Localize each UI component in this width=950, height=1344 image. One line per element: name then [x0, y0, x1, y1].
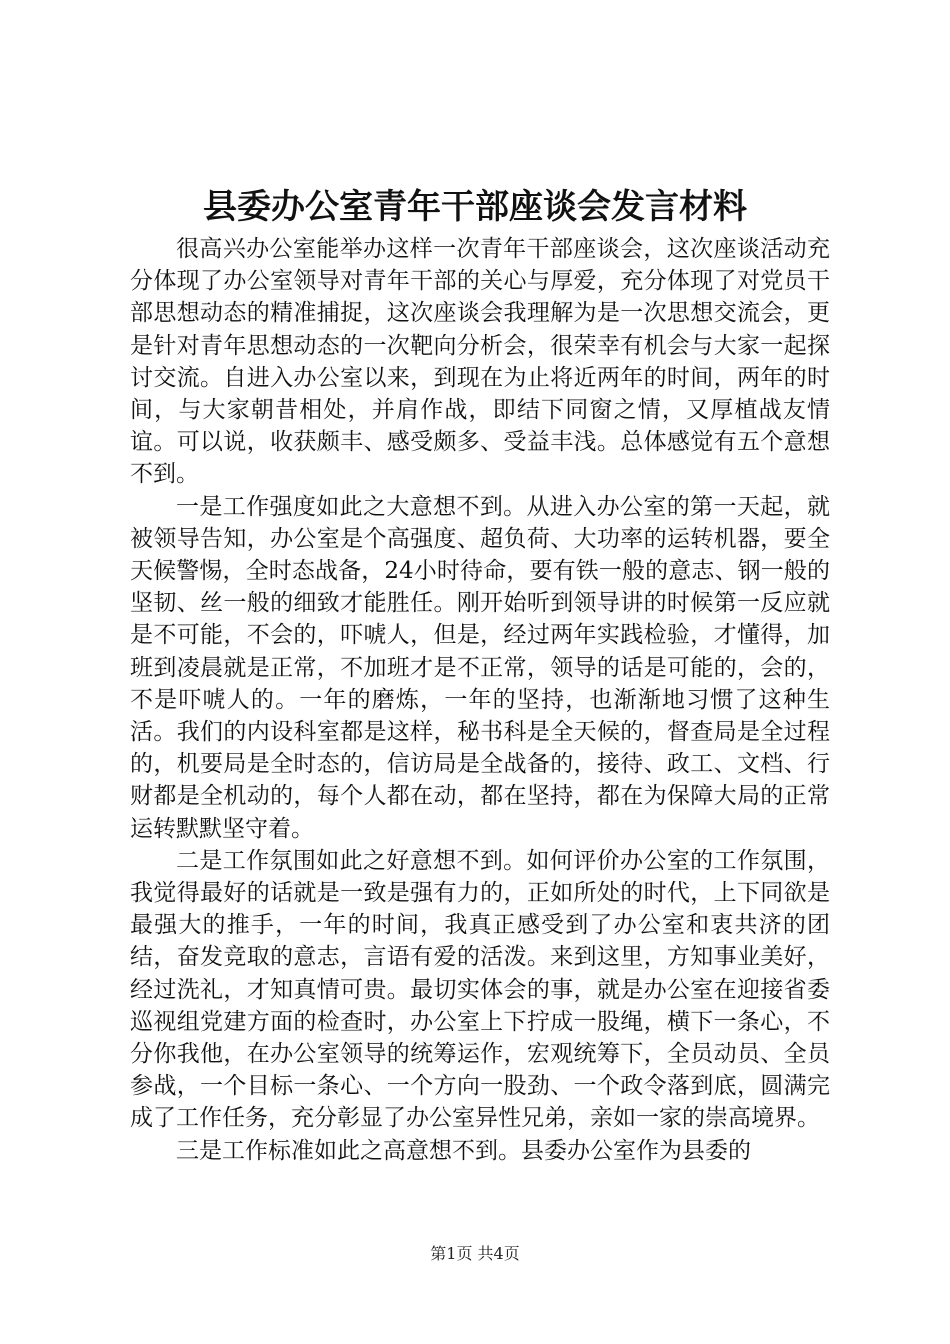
document-title: 县委办公室青年干部座谈会发言材料 — [203, 187, 747, 227]
page-footer — [0, 1243, 950, 1265]
document-body — [130, 233, 830, 1167]
page-number-label: 第1页 共4页 — [430, 1244, 520, 1263]
paragraph-intro: 很高兴办公室能举办这样一次青年干部座谈会，这次座谈活动充分体现了办公室领导对青年干部的关心与厚爱，充分体现了对党员干部思想动态的精准捕捉，这次座谈会我理解为是一次思想交流会，更是针对青年思想动态的一次靶向分析会，很荣幸有机会与大家一起探讨交流。自进入办公室以来，到现在为止将近两年的时间，两年的时间，与大家朝昔相处，并肩作战，即结下同窗之情，又厚植战友情谊。可以说，收获颇丰、感受颇多、受益丰浅。总体感觉有五个意想不到。 — [130, 236, 830, 488]
paragraph-point-three: 三是工作标准如此之高意想不到。县委办公室作为县委的 — [176, 1137, 751, 1164]
paragraph-point-two: 二是工作氛围如此之好意想不到。如何评价办公室的工作氛围，我觉得最好的话就是一致是强有力的，正如所处的时代，上下同欲是最强大的推手，一年的时间，我真正感受到了办公室和衷共济的团结，奋发竞取的意志，言语有爱的活泼。来到这里，方知事业美好，经过洗礼，才知真情可贵。最切实体会的事，就是办公室在迎接省委巡视组党建方面的检查时，办公室上下拧成一股绳，横下一条心，不分你我他，在办公室领导的统筹运作，宏观统筹下，全员动员、全员参战，一个目标一条心、一个方向一股劲、一个政令落到底，圆满完成了工作任务，充分彰显了办公室异性兄弟，亲如一家的崇高境界。 — [130, 847, 830, 1132]
paragraph-point-one: 一是工作强度如此之大意想不到。从进入办公室的第一天起，就被领导告知，办公室是个高强度、超负荷、大功率的运转机器，要全天候警惕，全时态战备，24小时待命，要有铁一般的意志、钢一般的坚韧、丝一般的细致才能胜任。刚开始听到领导讲的时候第一反应就是不可能，不会的，吓唬人，但是，经过两年实践检验，才懂得，加班到凌晨就是正常，不加班才是不正常，领导的话是可能的，会的，不是吓唬人的。一年的磨炼，一年的坚持，也渐渐地习惯了这种生活。我们的内设科室都是这样，秘书科是全天候的，督查局是全过程的，机要局是全时态的，信访局是全战备的，接待、政工、文档、行财都是全机动的，每个人都在动，都在坚持，都在为保障大局的正常运转默默坚守着。 — [130, 493, 830, 842]
